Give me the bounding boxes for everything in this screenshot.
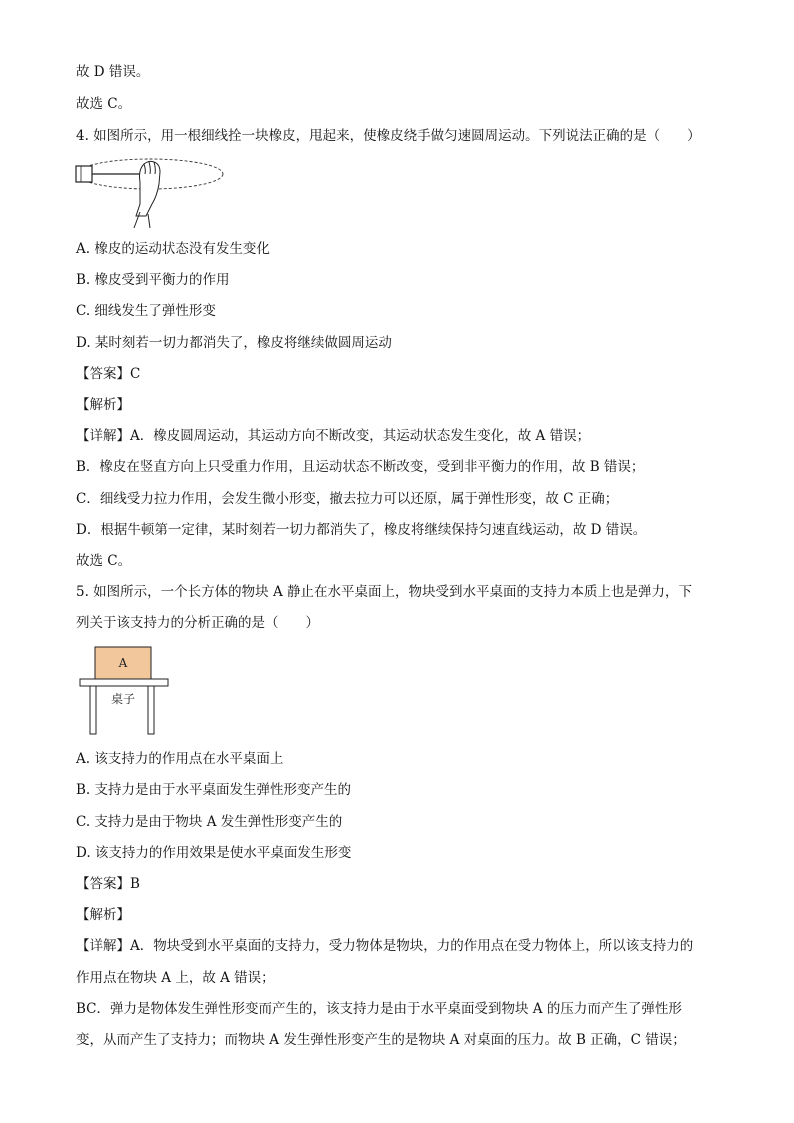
eraser (76, 166, 92, 182)
question-4-explanation-3: C．细线受力拉力作用，会发生微小形变，撤去拉力可以还原，属于弹性形变，故 C 正确； (76, 491, 619, 507)
question-4-explanation-2: B．橡皮在竖直方向上只受重力作用，且运动状态不断改变，受到非平衡力的作用，故 B 错误； (76, 459, 645, 475)
figure-eraser-circular-motion (74, 152, 226, 234)
question-5-stem-2: 列关于该支持力的分析正确的是（ ） (76, 615, 319, 631)
question-5-option-d: D. 该支持力的作用效果是使水平桌面发生形变 (76, 845, 352, 861)
table-leg-left (90, 686, 96, 734)
question-4-explanation-4: D．根据牛顿第一定律，某时刻若一切力都消失了，橡皮将继续保持匀速直线运动，故 D 错误。 (76, 522, 647, 538)
question-4-option-b: B. 橡皮受到平衡力的作用 (76, 272, 230, 288)
question-4-option-a: A. 橡皮的运动状态没有发生变化 (76, 241, 270, 257)
question-5-analysis-heading: 【解析】 (76, 907, 130, 923)
question-5-explanation-2: 作用点在物块 A 上，故 A 错误； (76, 970, 275, 986)
table-leg-right (148, 686, 154, 734)
question-5-option-b: B. 支持力是由于水平桌面发生弹性形变产生的 (76, 782, 352, 798)
table-label: 桌子 (110, 692, 136, 706)
table-top (80, 679, 168, 686)
block-label: A (118, 656, 128, 670)
question-5-option-c: C. 支持力是由于物块 A 发生弹性形变产生的 (76, 814, 343, 830)
question-4-option-d: D. 某时刻若一切力都消失了，橡皮将继续做圆周运动 (76, 335, 392, 351)
question-5-explanation-1: 【详解】A．物块受到水平桌面的支持力，受力物体是物块，力的作用点在受力物体上，所以该支持力的 (76, 938, 694, 954)
hand-icon (134, 161, 160, 228)
question-4-selection: 故选 C。 (76, 553, 132, 569)
question-4-option-c: C. 细线发生了弹性形变 (76, 303, 216, 319)
line-select-c: 故选 C。 (76, 96, 132, 112)
question-5-option-a: A. 该支持力的作用点在水平桌面上 (76, 751, 284, 767)
figure-block-on-table (78, 645, 170, 737)
question-5-explanation-3: BC．弹力是物体发生弹性形变而产生的，该支持力是由于水平桌面受到物块 A 的压力而产生了弹性形 (76, 1001, 682, 1017)
question-4-analysis-heading: 【解析】 (76, 397, 130, 413)
question-4-explanation-1: 【详解】A．橡皮圆周运动，其运动方向不断改变，其运动状态发生变化，故 A 错误； (76, 428, 591, 444)
question-5-explanation-4: 变，从而产生了支持力；而物块 A 发生弹性形变产生的是物块 A 对桌面的压力。故 B 正确，C 错误； (76, 1032, 686, 1048)
line-d-wrong: 故 D 错误。 (76, 64, 150, 80)
question-5-stem-1: 5. 如图所示，一个长方体的物块 A 静止在水平桌面上，物块受到水平桌面的支持力本质上也是弹力，下 (76, 584, 693, 600)
question-4-answer: 【答案】C (76, 366, 141, 382)
question-4-stem: 4. 如图所示，用一根细线拴一块橡皮，甩起来，使橡皮绕手做匀速圆周运动。下列说法正确的是（ ） (76, 128, 701, 144)
question-5-answer: 【答案】B (76, 876, 140, 892)
